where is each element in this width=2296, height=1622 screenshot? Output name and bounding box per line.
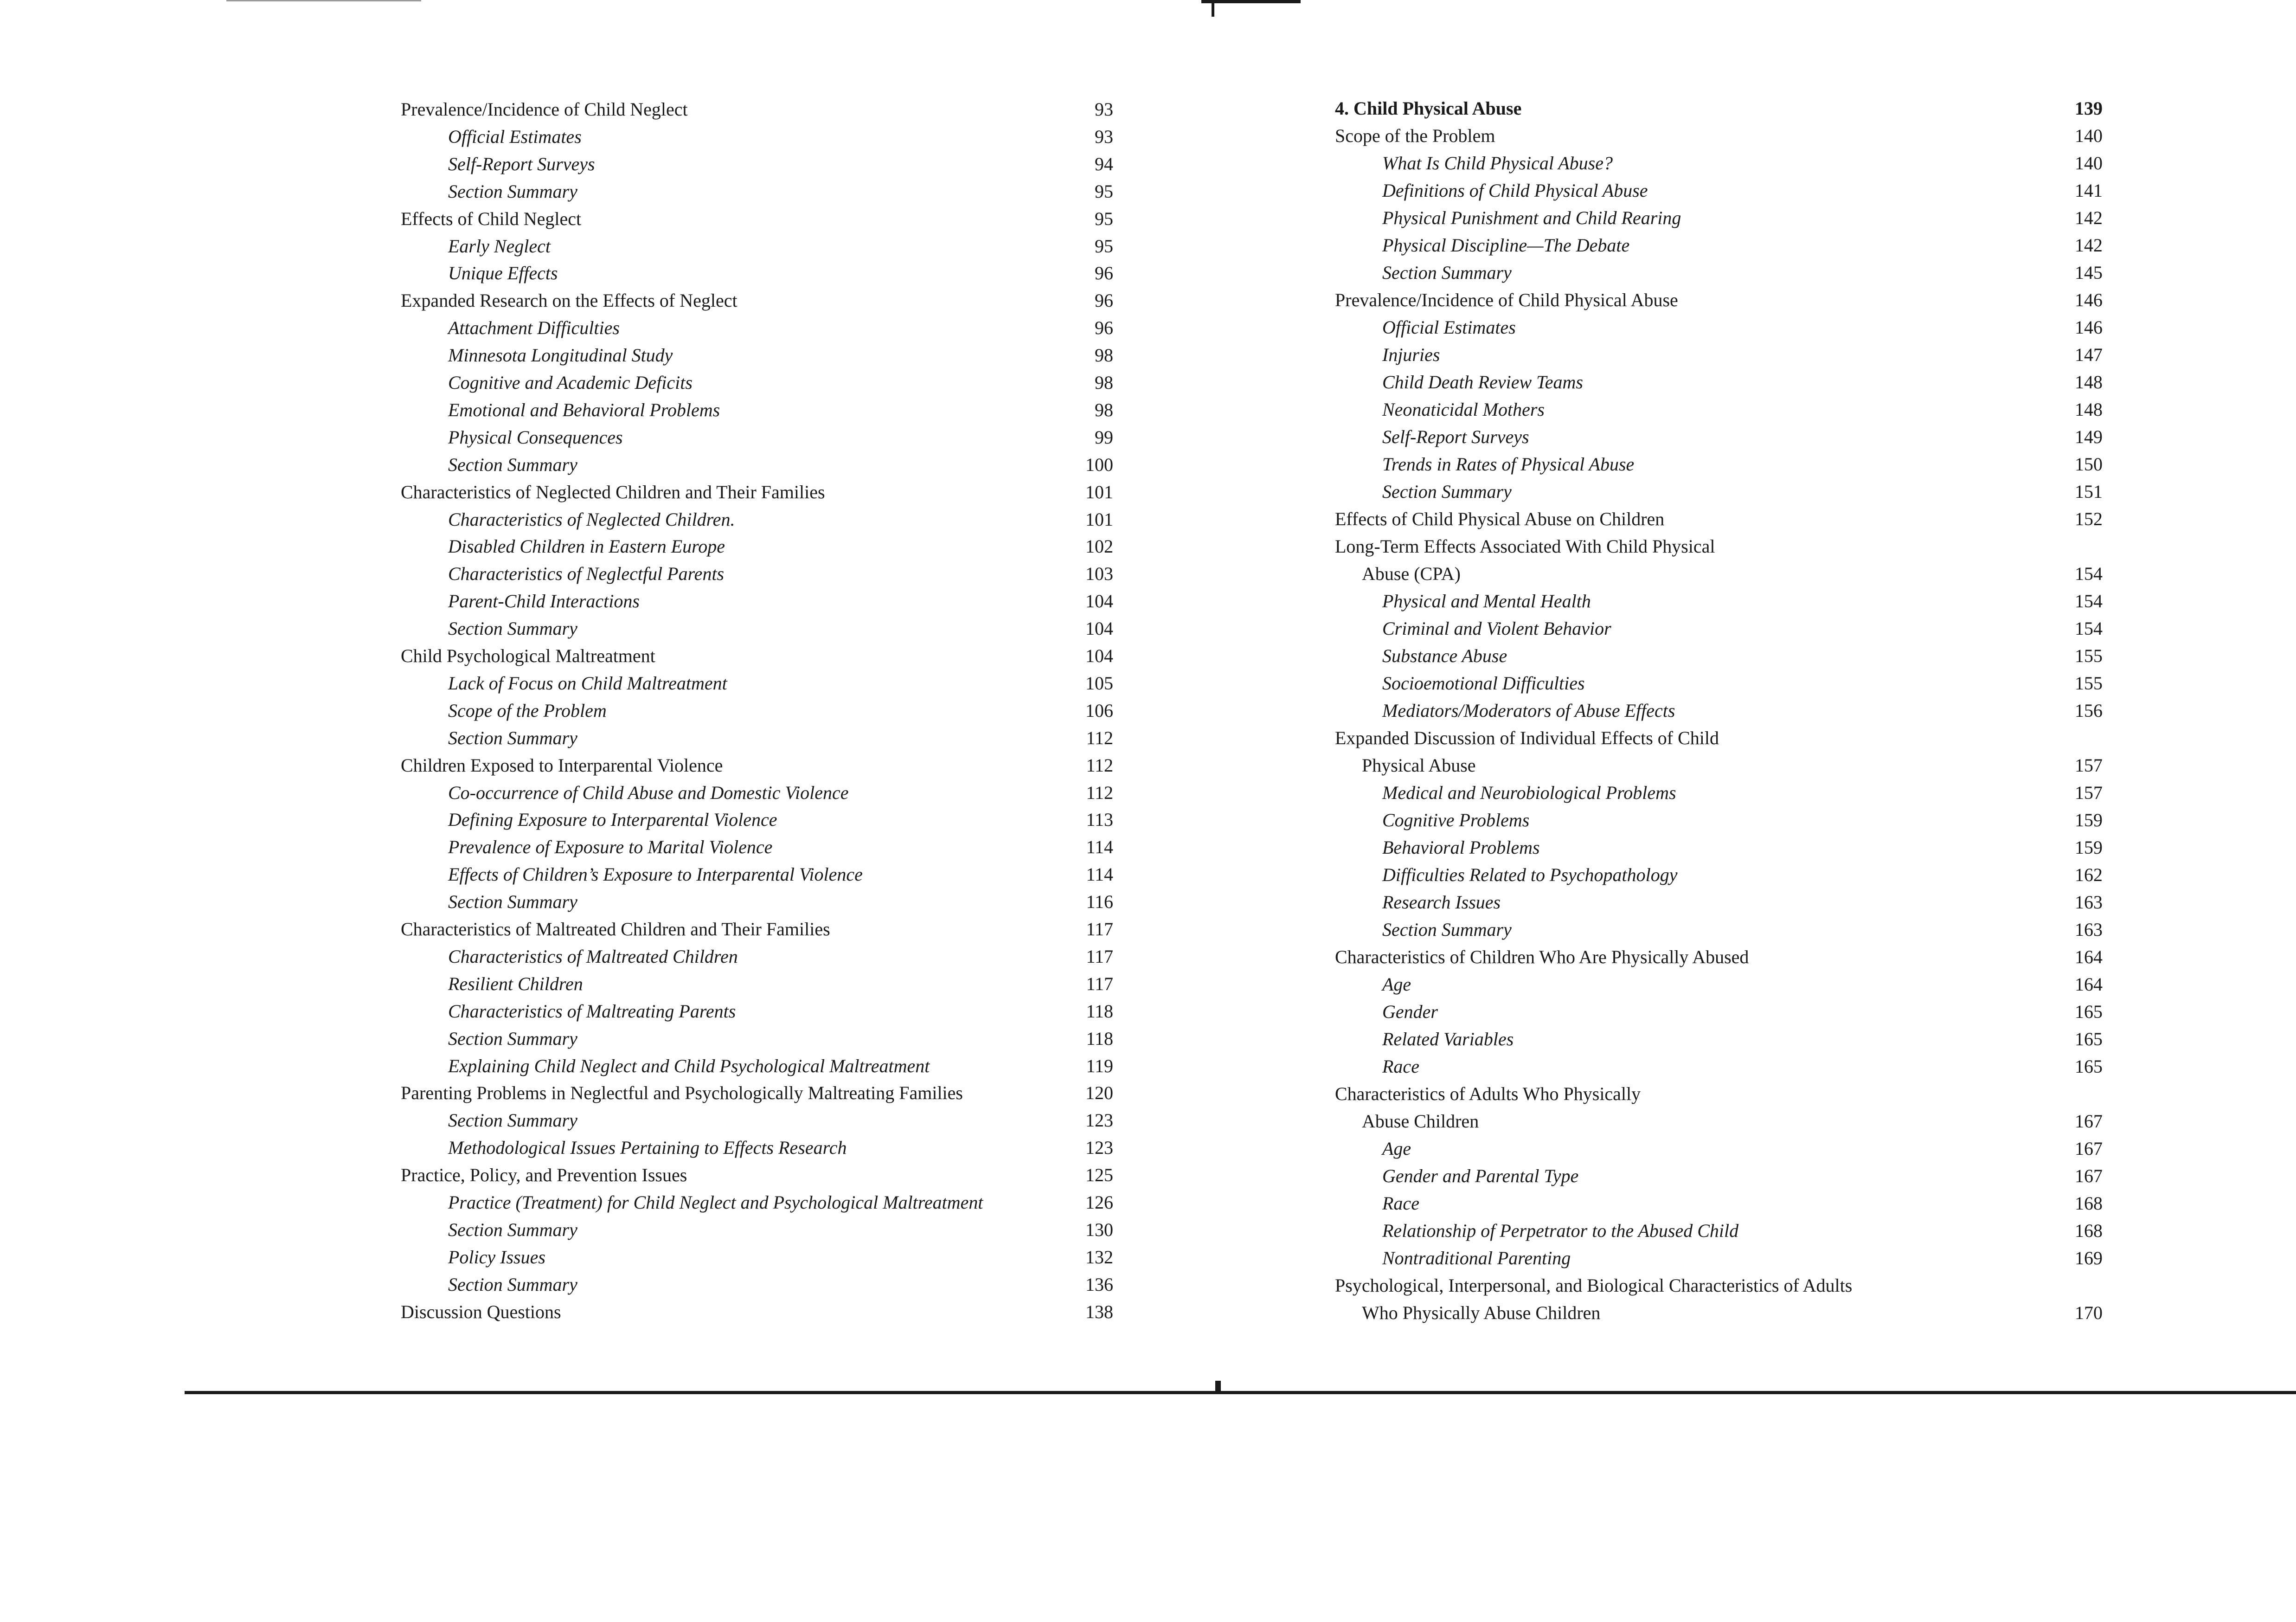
toc-entry-title: Disabled Children in Eastern Europe xyxy=(448,536,725,557)
toc-entry xyxy=(1335,998,2103,1026)
toc-entry-page-number: 163 xyxy=(2075,892,2103,913)
toc-entry xyxy=(1335,752,2103,779)
toc-entry xyxy=(1335,149,2103,177)
toc-entry-page-number: 117 xyxy=(1086,946,1113,967)
toc-entry-title: Parent-Child Interactions xyxy=(448,591,640,612)
toc-entry xyxy=(401,314,1113,342)
toc-entry-page-number: 165 xyxy=(2075,1029,2103,1049)
toc-entry-page-number: 152 xyxy=(2075,508,2103,529)
toc-entry xyxy=(401,806,1113,834)
toc-entry xyxy=(401,915,1113,943)
toc-entry-title: Definitions of Child Physical Abuse xyxy=(1382,180,1648,201)
toc-entry xyxy=(401,232,1113,260)
toc-entry-page-number: 146 xyxy=(2075,317,2103,338)
toc-entry-title: Who Physically Abuse Children xyxy=(1362,1302,1601,1323)
toc-entry-title: Section Summary xyxy=(1382,262,1512,283)
toc-entry xyxy=(1335,1135,2103,1163)
toc-entry xyxy=(401,533,1113,560)
toc-entry-page-number: 145 xyxy=(2075,262,2103,283)
toc-entry-page-number: 113 xyxy=(1086,809,1113,830)
top-center-scan-tick xyxy=(1212,0,1214,17)
toc-entry-page-number: 154 xyxy=(2075,618,2103,639)
toc-entry xyxy=(1335,341,2103,369)
toc-entry-title: Defining Exposure to Interparental Violence xyxy=(448,809,777,830)
toc-entry-title: Section Summary xyxy=(1382,481,1512,502)
toc-entry-title: Race xyxy=(1382,1193,1419,1214)
toc-entry-page-number: 162 xyxy=(2075,864,2103,885)
toc-entry xyxy=(1335,1107,2103,1135)
toc-entry-page-number: 164 xyxy=(2075,946,2103,967)
toc-entry xyxy=(1335,724,2103,752)
toc-entry xyxy=(1335,669,2103,697)
toc-entry xyxy=(1335,1025,2103,1053)
toc-entry xyxy=(401,341,1113,369)
toc-entry xyxy=(401,424,1113,451)
toc-entry xyxy=(401,697,1113,725)
toc-entry xyxy=(1335,806,2103,834)
toc-entry-title: Race xyxy=(1382,1056,1419,1077)
toc-entry-page-number: 130 xyxy=(1085,1219,1113,1240)
toc-entry-page-number: 101 xyxy=(1085,508,1113,530)
toc-entry-title: Physical Discipline—The Debate xyxy=(1382,235,1630,256)
toc-entry-page-number: 140 xyxy=(2075,125,2103,146)
toc-entry-page-number: 165 xyxy=(2075,1056,2103,1077)
toc-entry xyxy=(401,478,1113,506)
toc-entry-page-number: 95 xyxy=(1095,180,1113,202)
toc-entry-page-number: 119 xyxy=(1086,1055,1113,1076)
toc-entry xyxy=(401,669,1113,697)
toc-entry-title: Self-Report Surveys xyxy=(448,153,595,174)
toc-entry-page-number: 157 xyxy=(2075,755,2103,776)
toc-entry-page-number: 106 xyxy=(1085,700,1113,721)
toc-entry-page-number: 117 xyxy=(1086,919,1113,940)
toc-entry-title: Socioemotional Difficulties xyxy=(1382,673,1585,694)
toc-entry-page-number: 154 xyxy=(2075,563,2103,584)
toc-entry-page-number: 118 xyxy=(1086,1000,1113,1022)
toc-entry xyxy=(1335,177,2103,205)
toc-entry xyxy=(1335,1190,2103,1217)
toc-entry xyxy=(1335,779,2103,807)
toc-entry-title: Effects of Child Neglect xyxy=(401,208,582,229)
toc-entry xyxy=(401,178,1113,206)
toc-entry xyxy=(1335,861,2103,889)
toc-entry-title: Injuries xyxy=(1382,344,1440,365)
toc-entry xyxy=(401,833,1113,861)
toc-entry-page-number: 155 xyxy=(2075,673,2103,694)
toc-entry-title: Scope of the Problem xyxy=(448,700,607,721)
toc-entry-page-number: 159 xyxy=(2075,837,2103,858)
toc-entry xyxy=(1335,1272,2103,1300)
toc-entry-page-number: 96 xyxy=(1095,317,1113,339)
toc-chapter-heading xyxy=(1335,95,2103,122)
toc-entry-title: Practice (Treatment) for Child Neglect and Psychological Maltreatment xyxy=(448,1192,983,1213)
toc-entry xyxy=(401,587,1113,615)
toc-entry-page-number: 126 xyxy=(1085,1192,1113,1213)
toc-entry-title: Mediators/Moderators of Abuse Effects xyxy=(1382,700,1675,721)
toc-entry-page-number: 148 xyxy=(2075,372,2103,393)
toc-entry xyxy=(401,1243,1113,1271)
toc-entry-title: Child Death Review Teams xyxy=(1382,372,1583,393)
toc-entry-page-number: 156 xyxy=(2075,700,2103,721)
toc-entry xyxy=(1335,971,2103,998)
toc-entry-title: Co-occurrence of Child Abuse and Domestic Violence xyxy=(448,782,849,803)
toc-entry xyxy=(401,615,1113,643)
toc-entry xyxy=(401,1298,1113,1326)
toc-entry-title: Section Summary xyxy=(1382,919,1512,940)
toc-entry-page-number: 136 xyxy=(1085,1274,1113,1295)
top-center-scan-mark xyxy=(1201,0,1301,3)
toc-entry-title: Trends in Rates of Physical Abuse xyxy=(1382,454,1635,475)
toc-entry xyxy=(401,123,1113,151)
toc-entry-page-number: 147 xyxy=(2075,344,2103,365)
toc-entry xyxy=(401,1134,1113,1162)
toc-entry-title: Criminal and Violent Behavior xyxy=(1382,618,1611,639)
top-left-scan-line xyxy=(226,0,421,1)
toc-entry xyxy=(401,970,1113,998)
toc-entry-page-number: 125 xyxy=(1085,1165,1113,1186)
toc-entry xyxy=(1335,560,2103,588)
toc-entry xyxy=(1335,834,2103,862)
toc-entry-title: Child Psychological Maltreatment xyxy=(401,645,655,666)
toc-entry xyxy=(1335,478,2103,506)
toc-entry xyxy=(1335,1217,2103,1245)
toc-entry-page-number: 94 xyxy=(1095,153,1113,174)
toc-entry-page-number: 159 xyxy=(2075,810,2103,830)
toc-entry xyxy=(401,369,1113,397)
toc-entry-page-number: 120 xyxy=(1085,1082,1113,1104)
toc-entry-page-number: 132 xyxy=(1085,1246,1113,1268)
toc-entry-page-number: 140 xyxy=(2075,153,2103,174)
toc-entry-page-number: 146 xyxy=(2075,290,2103,310)
toc-entry-title: Section Summary xyxy=(448,891,577,913)
toc-entry xyxy=(1335,286,2103,314)
toc-entry-page-number: 98 xyxy=(1095,345,1113,366)
toc-entry xyxy=(1335,615,2103,643)
toc-entry xyxy=(1335,888,2103,916)
toc-entry-title: 4. Child Physical Abuse xyxy=(1335,98,1522,119)
toc-entry-title: Section Summary xyxy=(448,727,577,748)
toc-entry-page-number: 151 xyxy=(2075,481,2103,502)
toc-entry-page-number: 168 xyxy=(2075,1193,2103,1214)
toc-entry xyxy=(401,1052,1113,1080)
toc-entry xyxy=(1335,1053,2103,1081)
toc-entry xyxy=(1335,368,2103,396)
toc-entry-title: Relationship of Perpetrator to the Abused Child xyxy=(1382,1220,1739,1241)
toc-entry-title: Emotional and Behavioral Problems xyxy=(448,399,720,420)
toc-entry-title: Children Exposed to Interparental Violence xyxy=(401,754,723,776)
toc-entry-title: Related Variables xyxy=(1382,1029,1514,1049)
toc-entry-title: Characteristics of Maltreated Children and Their Families xyxy=(401,919,830,940)
toc-entry xyxy=(401,205,1113,233)
toc-entry-title: Characteristics of Children Who Are Physically Abused xyxy=(1335,946,1749,967)
toc-entry-page-number: 112 xyxy=(1086,727,1113,748)
toc-entry xyxy=(1335,232,2103,259)
toc-entry xyxy=(401,287,1113,315)
toc-entry-title: Practice, Policy, and Prevention Issues xyxy=(401,1165,687,1186)
toc-entry xyxy=(1335,314,2103,341)
toc-entry-title: Age xyxy=(1382,974,1411,995)
toc-entry-title: Effects of Child Physical Abuse on Children xyxy=(1335,508,1665,529)
toc-entry-title: Section Summary xyxy=(448,454,577,475)
toc-entry-title: Characteristics of Neglected Children. xyxy=(448,508,735,530)
toc-entry-page-number: 155 xyxy=(2075,645,2103,666)
toc-entry-page-number: 167 xyxy=(2075,1165,2103,1186)
toc-entry-title: Expanded Discussion of Individual Effects of Child xyxy=(1335,727,1719,748)
toc-entry-title: Characteristics of Neglectful Parents xyxy=(448,563,725,585)
toc-entry-page-number: 104 xyxy=(1085,645,1113,666)
toc-entry xyxy=(1335,943,2103,971)
toc-entry xyxy=(1335,642,2103,670)
toc-entry xyxy=(1335,259,2103,287)
toc-entry-page-number: 163 xyxy=(2075,919,2103,940)
toc-entry-title: Physical Punishment and Child Rearing xyxy=(1382,207,1681,228)
toc-entry-page-number: 98 xyxy=(1095,399,1113,420)
toc-entry-page-number: 150 xyxy=(2075,454,2103,475)
toc-entry xyxy=(1335,533,2103,560)
toc-entry xyxy=(401,779,1113,807)
toc-entry-page-number: 169 xyxy=(2075,1248,2103,1268)
toc-entry-title: Physical Abuse xyxy=(1362,755,1476,776)
toc-entry-page-number: 104 xyxy=(1085,618,1113,639)
toc-entry xyxy=(1335,697,2103,725)
toc-entry-title: Gender xyxy=(1382,1001,1438,1022)
toc-entry xyxy=(401,861,1113,888)
toc-entry-title: Cognitive Problems xyxy=(1382,810,1530,830)
toc-entry-title: Self-Report Surveys xyxy=(1382,426,1529,447)
toc-entry-title: Official Estimates xyxy=(1382,317,1516,338)
toc-entry-title: Behavioral Problems xyxy=(1382,837,1540,858)
toc-entry-page-number: 93 xyxy=(1095,99,1113,120)
toc-entry-page-number: 164 xyxy=(2075,974,2103,995)
toc-entry-title: Age xyxy=(1382,1138,1411,1159)
toc-entry-title: Medical and Neurobiological Problems xyxy=(1382,782,1676,803)
toc-entry xyxy=(401,560,1113,588)
toc-entry-page-number: 104 xyxy=(1085,591,1113,612)
toc-entry xyxy=(401,752,1113,779)
toc-entry-title: Neonaticidal Mothers xyxy=(1382,399,1545,420)
toc-entry-page-number: 105 xyxy=(1085,672,1113,694)
toc-entry-page-number: 114 xyxy=(1086,837,1113,858)
toc-entry-page-number: 112 xyxy=(1086,754,1113,776)
toc-entry-page-number: 118 xyxy=(1086,1028,1113,1049)
toc-entry-page-number: 96 xyxy=(1095,263,1113,284)
toc-entry-title: Abuse Children xyxy=(1362,1111,1479,1132)
toc-entry-title: Prevalence/Incidence of Child Physical Abuse xyxy=(1335,290,1678,310)
toc-entry-page-number: 96 xyxy=(1095,290,1113,311)
toc-entry xyxy=(1335,505,2103,533)
toc-entry-title: Characteristics of Maltreating Parents xyxy=(448,1000,736,1022)
toc-entry-page-number: 102 xyxy=(1085,536,1113,557)
toc-entry-page-number: 95 xyxy=(1095,208,1113,229)
toc-entry-title: Section Summary xyxy=(448,1274,577,1295)
toc-entry-title: Section Summary xyxy=(448,180,577,202)
toc-entry-page-number: 93 xyxy=(1095,126,1113,147)
toc-entry xyxy=(401,1189,1113,1216)
toc-entry xyxy=(1335,1299,2103,1327)
toc-entry-page-number: 149 xyxy=(2075,426,2103,447)
toc-entry xyxy=(401,998,1113,1025)
toc-entry-page-number: 123 xyxy=(1085,1137,1113,1159)
toc-entry-page-number: 101 xyxy=(1085,481,1113,502)
toc-entry-title: Abuse (CPA) xyxy=(1362,563,1461,584)
toc-entry-page-number: 95 xyxy=(1095,235,1113,257)
toc-entry-page-number: 139 xyxy=(2075,98,2103,119)
toc-entry-title: Discussion Questions xyxy=(401,1301,561,1322)
bottom-rule xyxy=(185,1391,2296,1394)
toc-entry-title: Psychological, Interpersonal, and Biological Characteristics of Adults xyxy=(1335,1275,1853,1296)
toc-entry xyxy=(401,888,1113,916)
toc-entry-page-number: 123 xyxy=(1085,1110,1113,1131)
toc-entry-page-number: 167 xyxy=(2075,1138,2103,1159)
toc-entry xyxy=(401,1216,1113,1244)
toc-entry-title: Cognitive and Academic Deficits xyxy=(448,372,693,393)
toc-entry-title: Explaining Child Neglect and Child Psychological Maltreatment xyxy=(448,1055,930,1076)
toc-entry-title: Lack of Focus on Child Maltreatment xyxy=(448,672,727,694)
toc-entry xyxy=(401,451,1113,479)
toc-entry-page-number: 114 xyxy=(1086,864,1113,885)
bottom-gutter-mark xyxy=(1215,1381,1221,1393)
toc-entry-title: Policy Issues xyxy=(448,1246,545,1268)
toc-entry xyxy=(1335,1080,2103,1108)
toc-entry-page-number: 100 xyxy=(1085,454,1113,475)
toc-entry-title: Official Estimates xyxy=(448,126,582,147)
toc-entry xyxy=(1335,916,2103,944)
toc-entry xyxy=(1335,204,2103,232)
toc-entry-page-number: 168 xyxy=(2075,1220,2103,1241)
toc-entry xyxy=(401,1107,1113,1134)
toc-entry-title: Expanded Research on the Effects of Neglect xyxy=(401,290,738,311)
toc-entry-title: Section Summary xyxy=(448,1028,577,1049)
toc-entry-page-number: 165 xyxy=(2075,1001,2103,1022)
toc-entry xyxy=(401,259,1113,287)
toc-entry-title: Methodological Issues Pertaining to Effects Research xyxy=(448,1137,847,1159)
toc-entry-page-number: 117 xyxy=(1086,973,1113,994)
toc-entry-title: Prevalence/Incidence of Child Neglect xyxy=(401,99,688,120)
toc-entry xyxy=(1335,423,2103,451)
toc-entry-page-number: 138 xyxy=(1085,1301,1113,1322)
toc-entry xyxy=(401,506,1113,534)
toc-entry-title: Minnesota Longitudinal Study xyxy=(448,345,673,366)
toc-entry-title: Scope of the Problem xyxy=(1335,125,1495,146)
toc-entry-title: Characteristics of Maltreated Children xyxy=(448,946,738,967)
toc-entry-page-number: 148 xyxy=(2075,399,2103,420)
toc-entry xyxy=(401,1079,1113,1107)
toc-entry xyxy=(401,1271,1113,1299)
toc-entry-page-number: 142 xyxy=(2075,235,2103,256)
toc-entry xyxy=(1335,587,2103,615)
toc-entry-title: Difficulties Related to Psychopathology xyxy=(1382,864,1678,885)
toc-entry xyxy=(1335,396,2103,424)
toc-entry-page-number: 167 xyxy=(2075,1111,2103,1132)
toc-entry-title: Characteristics of Neglected Children and Their Families xyxy=(401,481,825,502)
toc-entry xyxy=(401,1025,1113,1053)
toc-entry xyxy=(401,943,1113,971)
toc-entry-page-number: 170 xyxy=(2075,1302,2103,1323)
toc-entry-title: Section Summary xyxy=(448,1219,577,1240)
toc-entry-title: Early Neglect xyxy=(448,235,551,257)
toc-entry-title: Long-Term Effects Associated With Child Physical xyxy=(1335,536,1715,557)
toc-entry-title: Gender and Parental Type xyxy=(1382,1165,1579,1186)
toc-entry-title: Nontraditional Parenting xyxy=(1382,1248,1571,1268)
toc-entry-page-number: 99 xyxy=(1095,426,1113,448)
toc-entry-title: What Is Child Physical Abuse? xyxy=(1382,153,1613,174)
toc-entry xyxy=(401,724,1113,752)
toc-entry-page-number: 142 xyxy=(2075,207,2103,228)
toc-entry xyxy=(1335,1244,2103,1272)
toc-entry xyxy=(401,642,1113,670)
toc-entry-title: Unique Effects xyxy=(448,263,558,284)
toc-entry xyxy=(401,96,1113,123)
toc-entry-title: Substance Abuse xyxy=(1382,645,1507,666)
toc-entry-page-number: 157 xyxy=(2075,782,2103,803)
toc-entry-title: Physical Consequences xyxy=(448,426,623,448)
toc-entry xyxy=(1335,451,2103,478)
toc-entry xyxy=(401,396,1113,424)
toc-entry-title: Section Summary xyxy=(448,1110,577,1131)
toc-entry-page-number: 116 xyxy=(1086,891,1113,913)
toc-entry-title: Parenting Problems in Neglectful and Psychologically Maltreating Families xyxy=(401,1082,963,1104)
toc-entry-page-number: 103 xyxy=(1085,563,1113,585)
toc-entry xyxy=(401,150,1113,178)
toc-entry-page-number: 141 xyxy=(2075,180,2103,201)
toc-entry-page-number: 154 xyxy=(2075,591,2103,611)
toc-entry-page-number: 98 xyxy=(1095,372,1113,393)
toc-entry-title: Characteristics of Adults Who Physically xyxy=(1335,1083,1641,1104)
toc-entry xyxy=(1335,1162,2103,1190)
toc-entry-title: Research Issues xyxy=(1382,892,1501,913)
toc-entry-title: Resilient Children xyxy=(448,973,583,994)
toc-entry-title: Attachment Difficulties xyxy=(448,317,620,339)
toc-entry xyxy=(1335,122,2103,150)
toc-entry-title: Physical and Mental Health xyxy=(1382,591,1591,611)
toc-entry-title: Effects of Children’s Exposure to Interparental Violence xyxy=(448,864,863,885)
toc-entry xyxy=(401,1161,1113,1189)
toc-entry-page-number: 112 xyxy=(1086,782,1113,803)
toc-entry-title: Section Summary xyxy=(448,618,577,639)
toc-entry-title: Prevalence of Exposure to Marital Violence xyxy=(448,837,773,858)
